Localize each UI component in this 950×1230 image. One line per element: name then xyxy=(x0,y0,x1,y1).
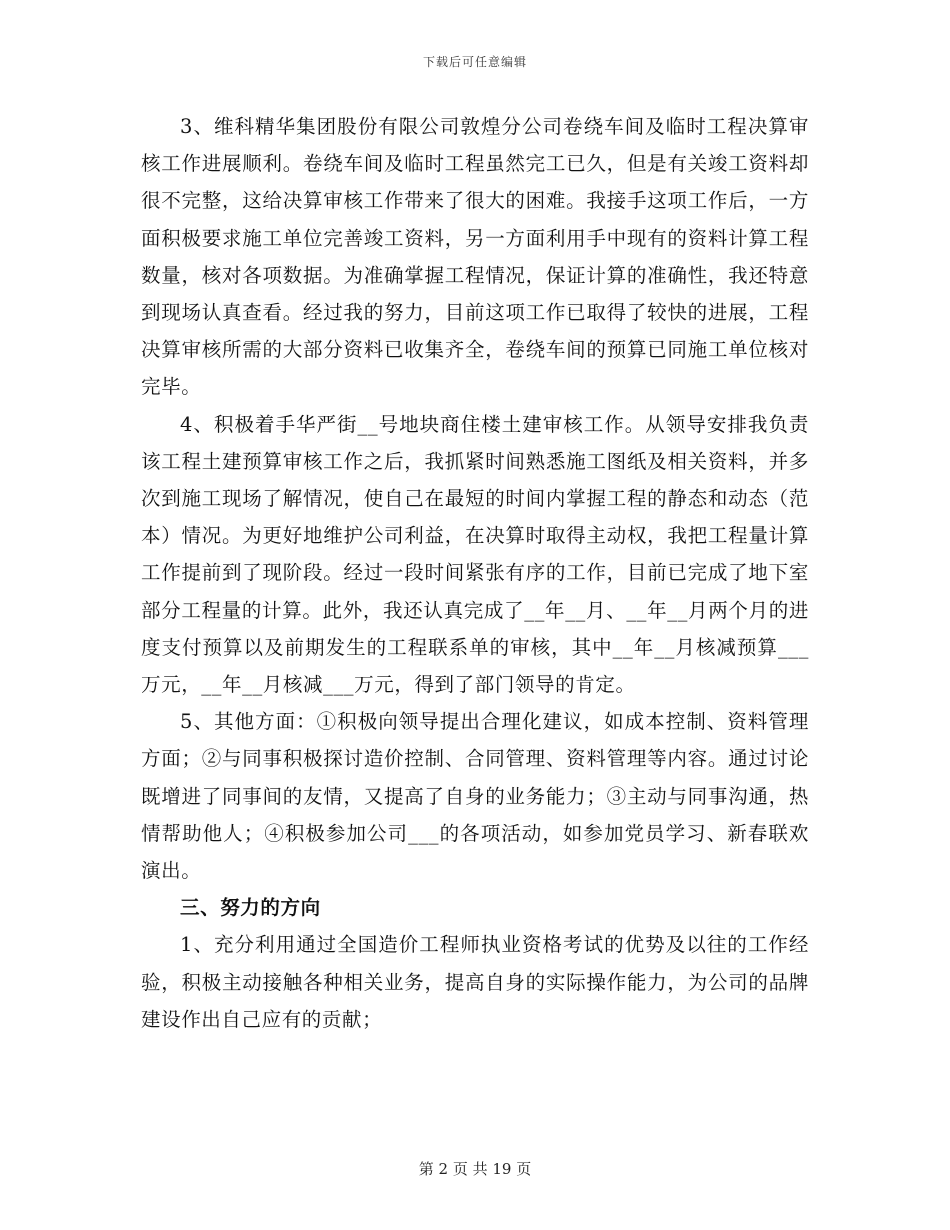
paragraph-item-4: 4、积极着手华严街__号地块商住楼土建审核工作。从领导安排我负责该工程土建预算审核工作之后，我抓紧时间熟悉施工图纸及相关资料，并多次到施工现场了解情况，使自己在最短的时间内掌握工程的静态和动态（范本）情况。为更好地维护公司利益，在决算时取得主动权，我把工程量计算工作提前到了现阶段。经过一段时间紧张有序的工作，目前已完成了地下室部分工程量的计算。此外，我还认真完成了__年__月、__年__月两个月的进度支付预算以及前期发生的工程联系单的审核，其中__年__月核减预算___万元，__年__月核减___万元，得到了部门领导的肯定。 xyxy=(141,412,809,697)
section-heading: 三、努力的方向 xyxy=(180,896,321,920)
page-header-note: 下载后可任意编辑 xyxy=(422,55,527,69)
page-number-footer: 第 2 页 共 19 页 xyxy=(418,1160,532,1178)
document-body xyxy=(141,108,809,1038)
paragraph-direction-1: 1、充分利用通过全国造价工程师执业资格考试的优势及以往的工作经验，积极主动接触各种相关业务，提高自身的实际操作能力，为公司的品牌建设作出自己应有的贡献； xyxy=(141,933,809,1031)
paragraph-item-5: 5、其他方面：①积极向领导提出合理化建议，如成本控制、资料管理方面；②与同事积极探讨造价控制、合同管理、资料管理等内容。通过讨论既增进了同事间的友情，又提高了自身的业务能力；③主动与同事沟通，热情帮助他人；④积极参加公司___的各项活动，如参加党员学习、新春联欢演出。 xyxy=(141,710,809,883)
paragraph-item-3: 3、维科精华集团股份有限公司敦煌分公司卷绕车间及临时工程决算审核工作进展顺利。卷绕车间及临时工程虽然完工已久，但是有关竣工资料却很不完整，这给决算审核工作带来了很大的困难。我接手这项工作后，一方面积极要求施工单位完善竣工资料，另一方面利用手中现有的资料计算工程数量，核对各项数据。为准确掌握工程情况，保证计算的准确性，我还特意到现场认真查看。经过我的努力，目前这项工作已取得了较快的进展，工程决算审核所需的大部分资料已收集齐全，卷绕车间的预算已同施工单位核对完毕。 xyxy=(141,115,809,399)
